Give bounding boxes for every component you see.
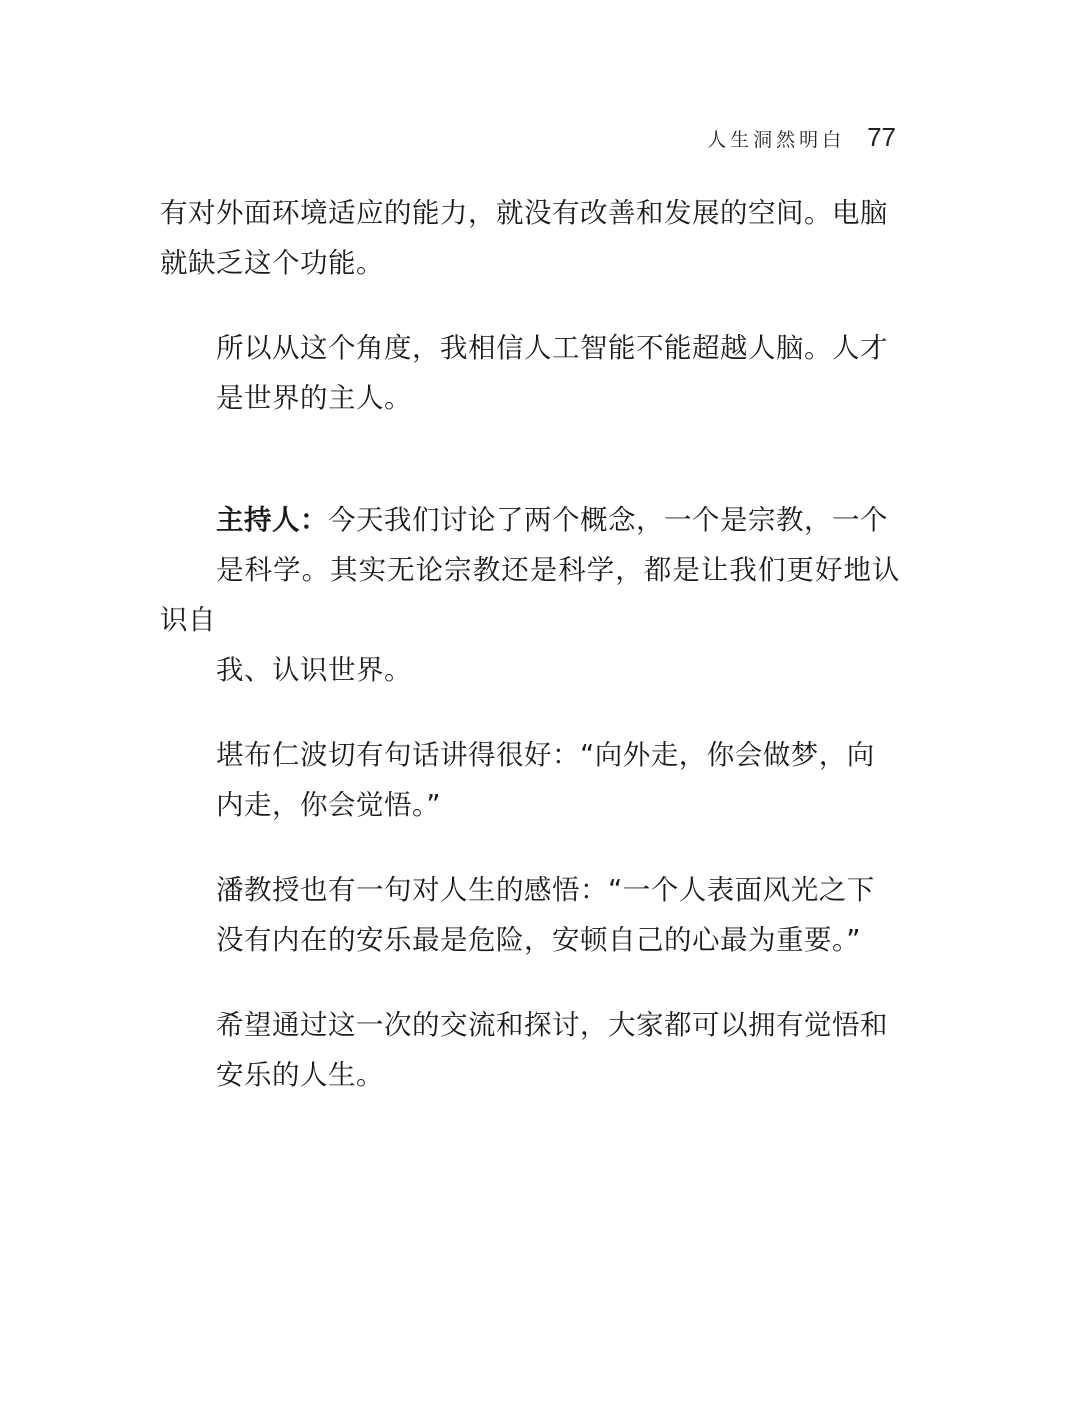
paragraph-line: 安乐的人生。 [216, 1059, 384, 1091]
paragraph-line: 希望通过这一次的交流和探讨，大家都可以拥有觉悟和 [216, 1009, 888, 1041]
paragraph-2 [160, 323, 900, 423]
paragraph-6 [160, 1000, 900, 1100]
paragraph-line [160, 495, 900, 545]
paragraph-line-text: 今天我们讨论了两个概念，一个是宗教，一个 [328, 504, 888, 536]
paragraph-line: 堪布仁波切有句话讲得很好：“向外走，你会做梦，向 [216, 739, 875, 771]
paragraph-5 [160, 865, 900, 965]
paragraph-line: 是科学。其实无论宗教还是科学，都是让我们更好地认识自 [160, 554, 900, 636]
paragraph-1 [160, 188, 900, 288]
paragraph-line: 是世界的主人。 [216, 382, 412, 414]
paragraph-line: 潘教授也有一句对人生的感悟：“一个人表面风光之下 [216, 874, 875, 906]
paragraph-line: 内走，你会觉悟。” [216, 789, 441, 821]
paragraph-4 [160, 730, 900, 830]
paragraph-line: 就缺乏这个功能。 [160, 247, 384, 279]
paragraph-3 [160, 495, 900, 695]
paragraph-line: 有对外面环境适应的能力，就没有改善和发展的空间。电脑 [160, 197, 888, 229]
body-text [160, 188, 900, 1135]
paragraph-line: 所以从这个角度，我相信人工智能不能超越人脑。人才 [216, 332, 888, 364]
paragraph-line: 我、认识世界。 [216, 654, 412, 686]
running-head [707, 122, 896, 156]
speaker-label: 主持人： [216, 504, 328, 536]
running-head-title: 人生洞然明白 [707, 129, 846, 151]
paragraph-line: 没有内在的安乐最是危险，安顿自己的心最为重要。” [216, 924, 861, 956]
page-number: 77 [867, 122, 896, 152]
